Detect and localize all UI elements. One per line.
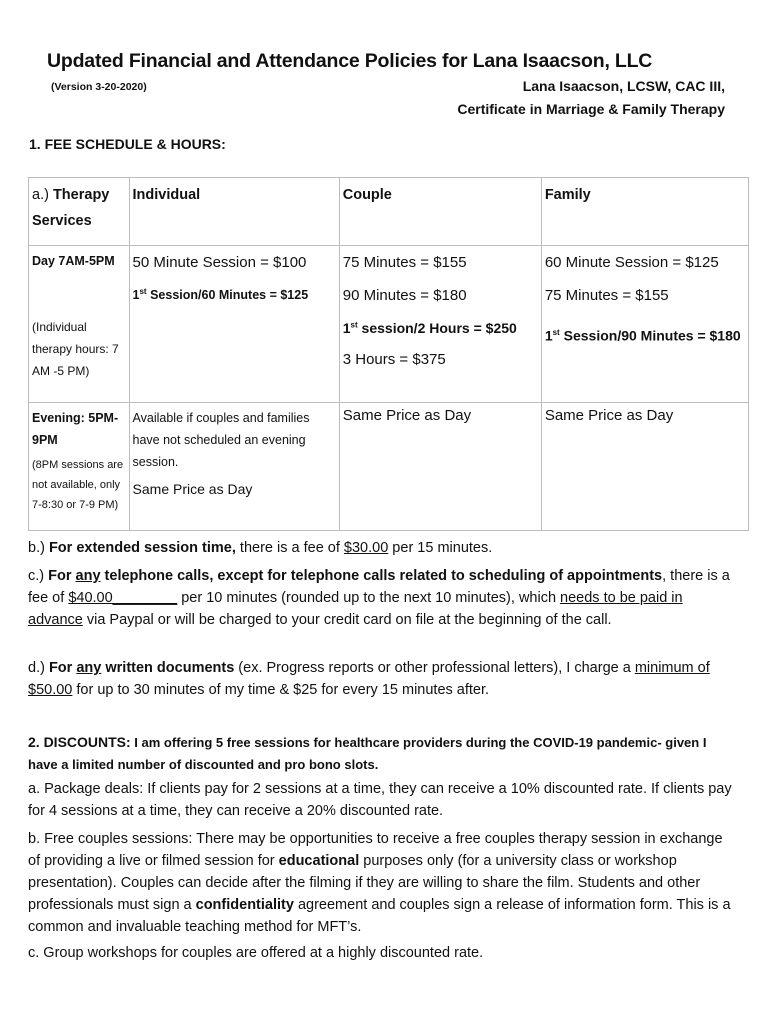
day-individual-first-session: 1st Session/60 Minutes = $125 (132, 286, 309, 302)
row-label-day (29, 246, 130, 403)
header-family: Family (541, 178, 748, 246)
fee-written-documents: d.) For any written documents (ex. Progress reports or other professional letters), I charge a minimum of $50.00 for up to 30 minutes of my time & $25 for every 15 minutes after. (28, 660, 710, 698)
evening-hours-note: (8PM sessions are not available, only 7-8:30 or 7-9 PM) (32, 459, 124, 511)
table-header-row (29, 178, 749, 246)
version-label: (Version 3-20-2020) (51, 81, 147, 93)
evening-hours-label: Evening: 5PM-9PM (32, 411, 119, 447)
discount-group-workshops: c. Group workshops for couples are offered at a highly discounted rate. (28, 945, 484, 961)
day-couple-3hours: 3 Hours = $375 (342, 351, 446, 368)
fee-extended-session: b.) For extended session time, there is a fee of $30.00 per 15 minutes. (28, 540, 493, 556)
evening-individual-availability: Available if couples and families have not scheduled an evening session. (132, 411, 310, 469)
table-row-day (29, 246, 749, 403)
header-therapy-services: a.) Therapy Services (29, 178, 130, 246)
day-individual-50min: 50 Minute Session = $100 (132, 254, 307, 271)
day-hours-note: (Individual therapy hours: 7 AM -5 PM) (32, 319, 119, 378)
discount-free-couples-sessions: b. Free couples sessions: There may be opportunities to receive a free couples therapy session in exchange of providing a live or filmed session for educational purposes only (for a university class or workshop presentation). Couples can decide after the filming if they are willing to share the film. Students and other professionals must sign a confidentiality agreement and couples sign a release of information form. This is a common and invaluable teaching method for MFT’s. (28, 831, 731, 935)
author-certificate: Certificate in Marriage & Family Therapy (457, 101, 725, 117)
day-family-75min: 75 Minutes = $155 (544, 286, 669, 304)
section-discounts-heading: 2. DISCOUNTS: I am offering 5 free sessions for healthcare providers during the COVID-19 pandemic- given I have a limited number of discounted and pro bono slots. (28, 734, 707, 772)
table-row-evening (29, 403, 749, 531)
day-couple-first-session: 1st session/2 Hours = $250 (342, 319, 517, 336)
day-hours-label: Day 7AM-5PM (32, 254, 115, 268)
evening-individual-price: Same Price as Day (132, 481, 253, 497)
discount-package-deals: a. Package deals: If clients pay for 2 sessions at a time, they can receive a 10% discounted rate. If clients pay for 4 sessions at a time, they can receive a 20% discounted rate. (28, 781, 732, 819)
header-couple: Couple (339, 178, 541, 246)
day-individual-prices (129, 246, 339, 403)
row-label-evening (29, 403, 130, 531)
day-couple-90min: 90 Minutes = $180 (342, 286, 467, 304)
day-couple-75min: 75 Minutes = $155 (342, 254, 467, 271)
author-credentials: Lana Isaacson, LCSW, CAC III, (522, 78, 725, 94)
day-family-60min: 60 Minute Session = $125 (544, 254, 719, 271)
day-family-first-session: 1st Session/90 Minutes = $180 (544, 327, 741, 344)
header-individual: Individual (129, 178, 339, 246)
section-fee-schedule-heading: 1. FEE SCHEDULE & HOURS: (29, 136, 226, 152)
evening-family-price: Same Price as Day (541, 403, 748, 531)
document-title: Updated Financial and Attendance Policies for Lana Isaacson, LLC (47, 50, 653, 72)
day-family-prices (541, 246, 748, 403)
day-couple-prices (339, 246, 541, 403)
evening-individual-prices (129, 403, 339, 531)
evening-couple-price: Same Price as Day (339, 403, 541, 531)
fee-telephone-calls: c.) For any telephone calls, except for telephone calls related to scheduling of appointments, there is a fee of $40.00________ per 10 minutes (rounded up to the next 10 minutes), which needs to be paid in advance via Paypal or will be charged to your credit card on file at the beginning of the call. (28, 568, 730, 628)
fee-schedule-table (28, 177, 749, 531)
